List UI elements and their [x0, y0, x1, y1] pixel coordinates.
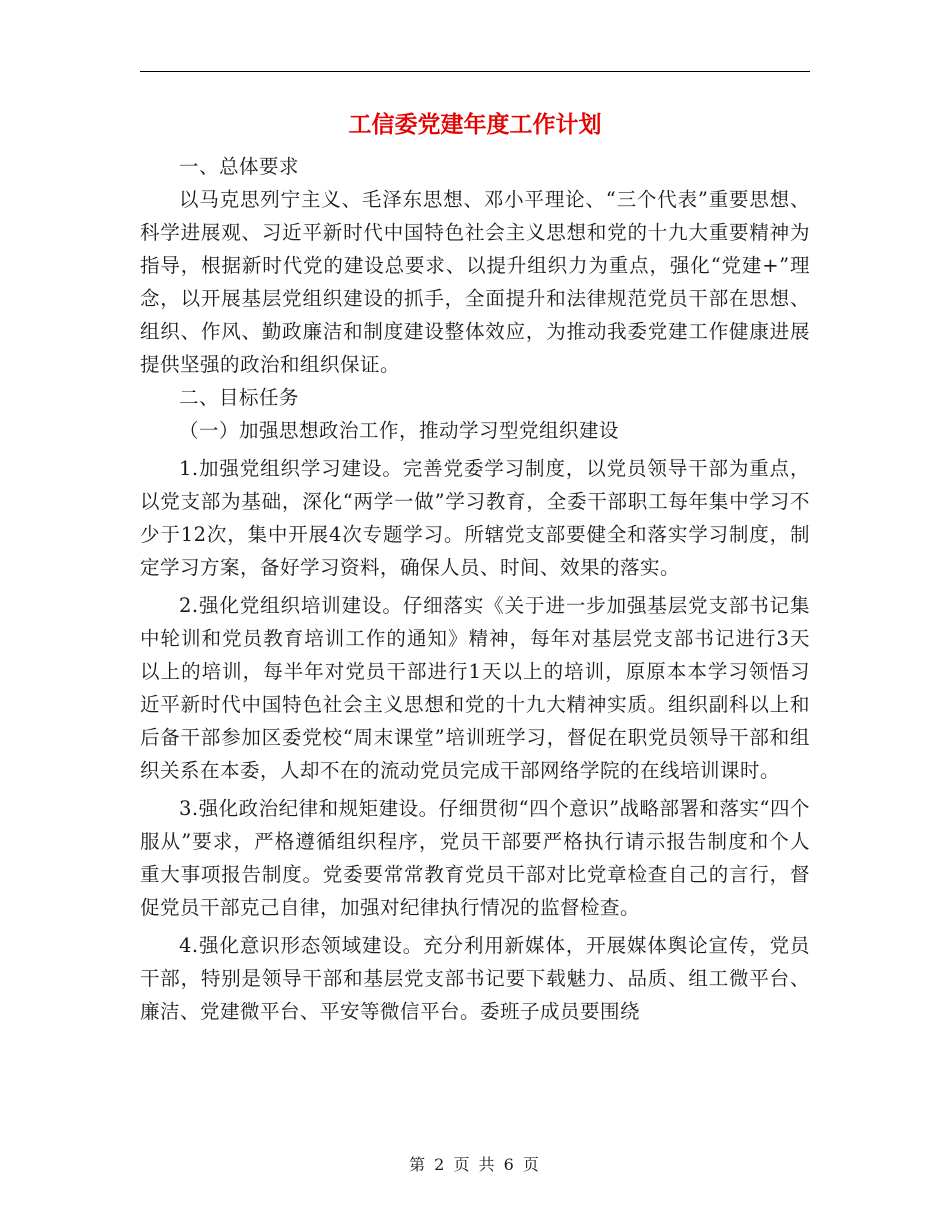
item-study-construction: 1.加强党组织学习建设。完善党委学习制度，以党员领导干部为重点，以党支部为基础，深化“两学一做”学习教育，全委干部职工每年集中学习不少于12次，集中开展4次专题学习。所辖党支部要健全和落实学习制度，制定学习方案，备好学习资料，确保人员、时间、效果的落实。	[140, 457, 810, 579]
subsection-heading-ideological-work: （一）加强思想政治工作，推动学习型党组织建设	[179, 419, 620, 442]
item-ideology-construction: 4.强化意识形态领域建设。充分利用新媒体，开展媒体舆论宣传，党员干部，特别是领导干部和基层党支部书记要下载魅力、品质、组工微平台、廉洁、党建微平台、平安等微信平台。委班子成员要围绕	[140, 934, 810, 1023]
item-training-construction: 2.强化党组织培训建设。仔细落实《关于进一步加强基层党支部书记集中轮训和党员教育培训工作的通知》精神，每年对基层党支部书记进行3天以上的培训，每半年对党员干部进行1天以上的培训，原原本本学习领悟习近平新时代中国特色社会主义思想和党的十九大精神实质。组织副科以上和后备干部参加区委党校“周末课堂”培训班学习，督促在职党员领导干部和组织关系在本委，人却不在的流动党员完成干部网络学院的在线培训课时。	[140, 594, 810, 782]
page-number-footer: 第 2 页 共 6 页	[409, 1155, 541, 1174]
paragraph-general-requirements: 以马克思列宁主义、毛泽东思想、邓小平理论、“三个代表”重要思想、科学进展观、习近平新时代中国特色社会主义思想和党的十九大重要精神为指导，根据新时代党的建设总要求、以提升组织力为重点，强化“党建+”理念，以开展基层党组织建设的抓手，全面提升和法律规范党员干部在思想、组织、作风、勤政廉洁和制度建设整体效应，为推动我委党建工作健康进展提供坚强的政治和组织保证。	[140, 188, 810, 376]
document-body	[140, 150, 810, 1028]
header-rule	[140, 71, 810, 72]
document-title: 工信委党建年度工作计划	[348, 111, 602, 138]
section-heading-goals-tasks: 二、目标任务	[179, 386, 300, 409]
item-discipline-construction: 3.强化政治纪律和规矩建设。仔细贯彻“四个意识”战略部署和落实“四个服从”要求，严格遵循组织程序，党员干部要严格执行请示报告制度和个人重大事项报告制度。党委要常常教育党员干部对比党章检查自己的言行，督促党员干部克己自律，加强对纪律执行情况的监督检查。	[140, 797, 811, 919]
section-heading-general-requirements: 一、总体要求	[179, 155, 300, 178]
